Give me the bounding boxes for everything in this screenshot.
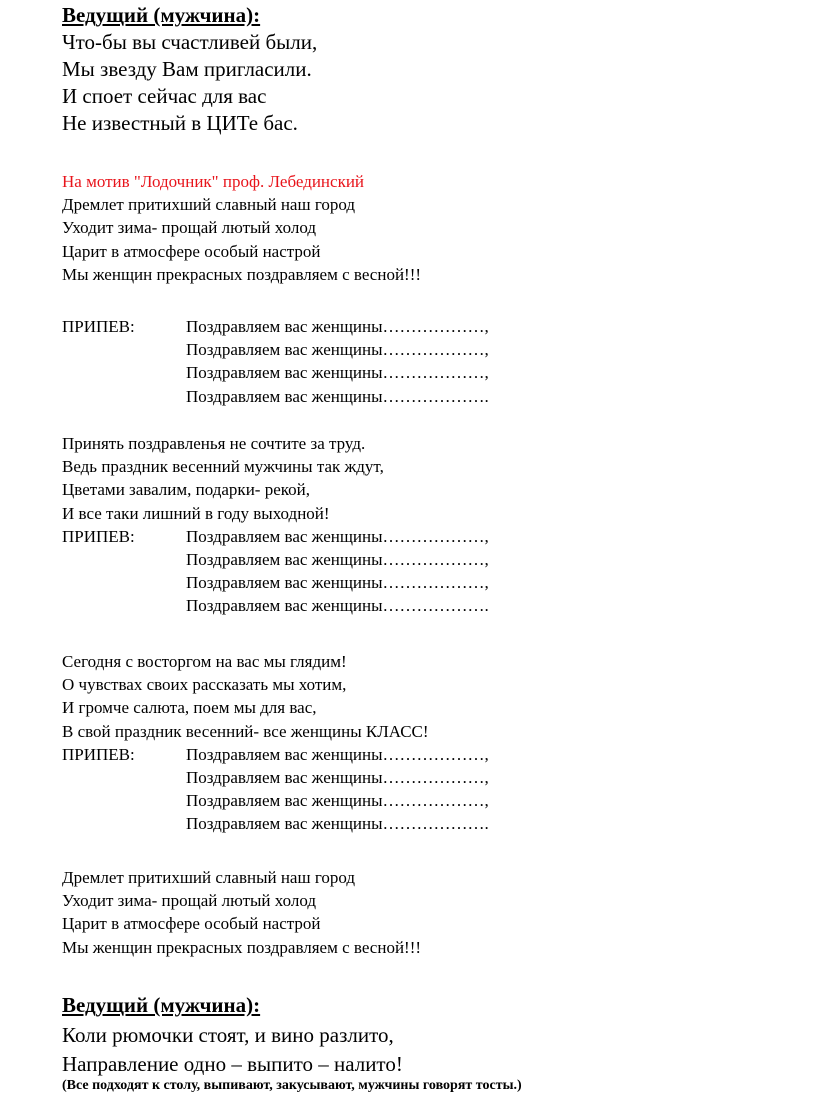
chorus-line: Поздравляем вас женщины………………. [186,596,489,616]
chorus-label: ПРИПЕВ: [62,526,135,546]
stage-note: (Все подходят к столу, выпивают, закусывают, мужчины говорят тосты.) [62,1078,522,1093]
verse-line: Царит в атмосфере особый настрой [62,241,321,261]
outro-line: Направление одно – выпито – налито! [62,1052,403,1076]
intro-line: Что-бы вы счастливей были, [62,30,318,54]
verse-2-block [62,432,489,618]
chorus-line: Поздравляем вас женщины………………, [186,573,489,593]
chorus-line: Поздравляем вас женщины………………, [186,363,489,383]
chorus-line: Поздравляем вас женщины………………, [186,744,489,764]
verse-line: В свой праздник весенний- все женщины КЛАСС! [62,721,429,741]
outro-block [62,992,403,1078]
verse-line: И все таки лишний в году выходной! [62,503,330,523]
chorus-label: ПРИПЕВ: [62,317,135,336]
verse-line: О чувствах своих рассказать мы хотим, [62,675,347,695]
verse-line: И громче салюта, поем мы для вас, [62,698,317,718]
chorus-line: Поздравляем вас женщины………………, [186,340,489,360]
chorus-label: ПРИПЕВ: [62,744,135,764]
verse-line: Уходит зима- прощай лютый холод [62,891,317,911]
intro-line: И споет сейчас для вас [62,84,267,108]
outro-speaker: Ведущий (мужчина): [62,993,261,1017]
chorus-line: Поздравляем вас женщины………………, [186,526,489,546]
verse-1-block [62,170,421,286]
chorus-1-block [62,315,489,408]
verse-line: Сегодня с восторгом на вас мы глядим! [62,652,347,671]
intro-line: Мы звезду Вам пригласили. [62,57,312,81]
chorus-line: Поздравляем вас женщины………………. [186,386,489,406]
intro-block [62,2,317,137]
verse-line: Цветами завалим, подарки- рекой, [62,480,310,500]
verse-line: Мы женщин прекрасных поздравляем с весной!!! [62,937,422,957]
chorus-line: Поздравляем вас женщины………………, [186,317,489,336]
verse-line: Царит в атмосфере особый настрой [62,914,321,934]
song-title: На мотив "Лодочник" проф. Лебединский [62,172,365,191]
chorus-line: Поздравляем вас женщины………………, [186,550,489,570]
intro-speaker: Ведущий (мужчина): [62,3,261,27]
verse-line: Принять поздравленья не сочтите за труд. [62,434,366,453]
chorus-line: Поздравляем вас женщины………………, [186,791,489,811]
intro-line: Не известный в ЦИТе бас. [62,111,298,135]
verse-line: Дремлет притихший славный наш город [62,195,356,215]
verse-line: Дремлет притихший славный наш город [62,868,356,887]
chorus-line: Поздравляем вас женщины………………. [186,814,489,834]
verse-4-block [62,866,421,959]
verse-3-block [62,650,489,836]
outro-line: Коли рюмочки стоят, и вино разлито, [62,1023,394,1047]
verse-line: Мы женщин прекрасных поздравляем с весной!!! [62,264,422,284]
verse-line: Ведь праздник весенний мужчины так ждут, [62,457,384,477]
verse-line: Уходит зима- прощай лютый холод [62,218,317,238]
chorus-line: Поздравляем вас женщины………………, [186,768,489,788]
